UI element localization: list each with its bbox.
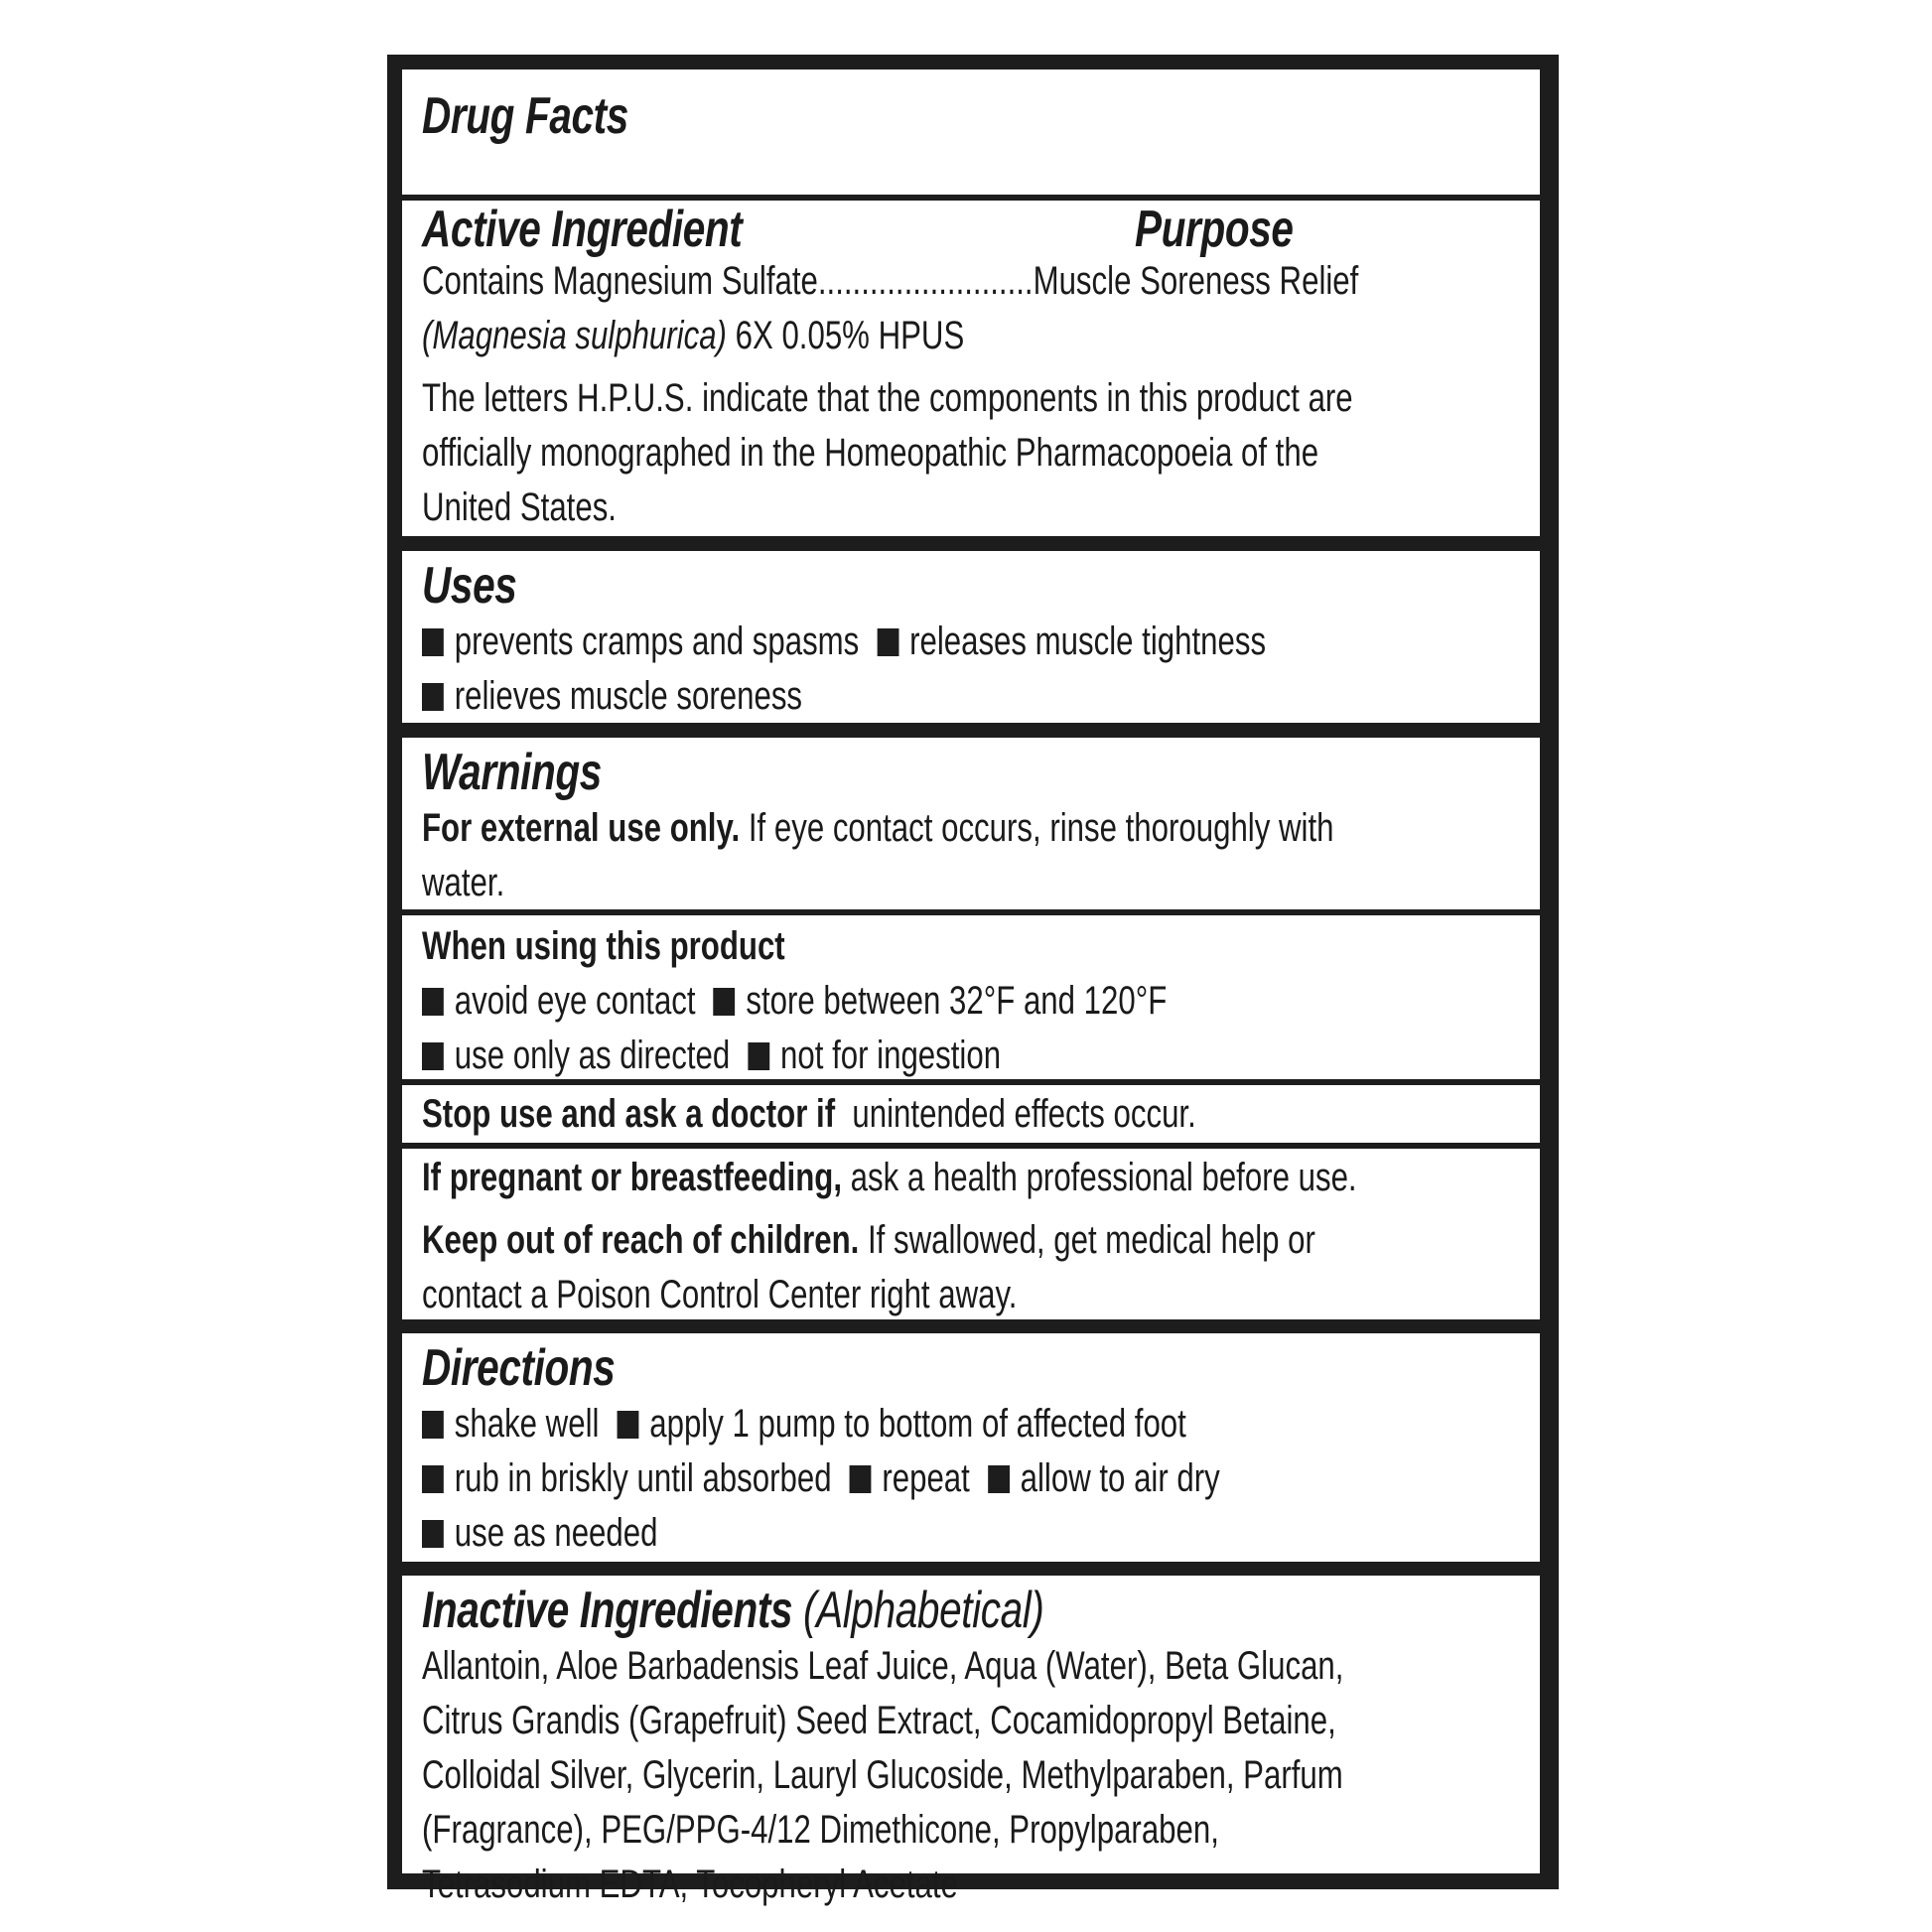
- active-ingredient-strength: 6X 0.05% HPUS: [726, 314, 965, 357]
- bullet-icon: [422, 1465, 444, 1493]
- list-item: relieves muscle soreness: [454, 674, 803, 718]
- title-section: [402, 69, 1540, 195]
- bullet-icon: [714, 988, 736, 1016]
- hpus-note-line: The letters H.P.U.S. indicate that the components in this product are: [422, 376, 1353, 420]
- list-item: use only as directed: [454, 1034, 731, 1077]
- directions-section: [402, 1333, 1540, 1562]
- inactive-ingredients-note: (Alphabetical): [792, 1582, 1044, 1639]
- stop-use-section: [402, 1085, 1540, 1143]
- uses-heading: Uses: [422, 557, 517, 615]
- page-title: Drug Facts: [422, 87, 628, 145]
- pregnant-label: If pregnant or breastfeeding,: [422, 1156, 842, 1199]
- list-item: allow to air dry: [1020, 1456, 1220, 1500]
- stop-use-label: Stop use and ask a doctor if: [422, 1092, 836, 1136]
- stop-use-text: unintended effects occur.: [835, 1092, 1196, 1136]
- inactive-ingredients-line: (Fragrance), PEG/PPG-4/12 Dimethicone, Propylparaben,: [422, 1808, 1219, 1852]
- inactive-ingredients-line: Tetrasodium EDTA, Tocopheryl Acetate: [422, 1863, 958, 1906]
- active-ingredient-heading: Active Ingredient: [422, 201, 743, 258]
- warnings-section: [402, 738, 1540, 909]
- list-item: avoid eye contact: [454, 979, 696, 1023]
- pregnancy-children-section: [402, 1149, 1540, 1319]
- list-item: not for ingestion: [780, 1034, 1002, 1077]
- bullet-icon: [850, 1465, 872, 1493]
- external-use-text-cont: water.: [422, 861, 505, 904]
- bullet-icon: [422, 628, 444, 656]
- external-use-text: If eye contact occurs, rinse thoroughly with: [740, 806, 1334, 850]
- bullet-icon: [988, 1465, 1010, 1493]
- when-using-section: [402, 915, 1540, 1079]
- external-use-label: For external use only.: [422, 806, 741, 850]
- bullet-icon: [422, 1411, 444, 1439]
- children-text-cont: contact a Poison Control Center right away.: [422, 1273, 1018, 1316]
- list-item: store between 32°F and 120°F: [746, 979, 1168, 1023]
- bullet-icon: [877, 628, 898, 656]
- list-item: repeat: [882, 1456, 970, 1500]
- hpus-note-line: United States.: [422, 485, 617, 529]
- list-item: prevents cramps and spasms: [454, 620, 860, 663]
- inactive-ingredients-line: Allantoin, Aloe Barbadensis Leaf Juice, Aqua (Water), Beta Glucan,: [422, 1644, 1344, 1688]
- directions-heading: Directions: [422, 1339, 616, 1397]
- when-using-heading: When using this product: [422, 924, 785, 968]
- drug-facts-panel: [387, 55, 1559, 1906]
- inactive-ingredients-line: Citrus Grandis (Grapefruit) Seed Extract, Cocamidopropyl Betaine,: [422, 1699, 1336, 1742]
- bullet-icon: [422, 1520, 444, 1548]
- children-label: Keep out of reach of children.: [422, 1218, 860, 1262]
- active-ingredient-section: [402, 201, 1540, 536]
- bullet-icon: [617, 1411, 638, 1439]
- list-item: use as needed: [454, 1511, 658, 1555]
- inactive-ingredients-line: Colloidal Silver, Glycerin, Lauryl Glucoside, Methylparaben, Parfum: [422, 1753, 1343, 1797]
- purpose-heading: Purpose: [1135, 201, 1294, 258]
- pregnant-text: ask a health professional before use.: [841, 1156, 1357, 1199]
- hpus-note-line: officially monographed in the Homeopathic Pharmacopoeia of the: [422, 431, 1319, 475]
- active-ingredient-line: Contains Magnesium Sulfate.........................Muscle Soreness Relief: [422, 259, 1359, 303]
- children-text: If swallowed, get medical help or: [859, 1218, 1315, 1262]
- bullet-icon: [422, 1042, 444, 1070]
- list-item: apply 1 pump to bottom of affected foot: [649, 1402, 1186, 1446]
- warnings-heading: Warnings: [422, 744, 602, 801]
- bullet-icon: [748, 1042, 769, 1070]
- inactive-ingredients-heading: Inactive Ingredients: [422, 1582, 793, 1639]
- bullet-icon: [422, 988, 444, 1016]
- uses-section: [402, 551, 1540, 723]
- inactive-ingredients-section: [402, 1576, 1540, 1906]
- list-item: shake well: [454, 1402, 600, 1446]
- bullet-icon: [422, 683, 444, 711]
- active-ingredient-latin: (Magnesia sulphurica): [422, 314, 727, 357]
- list-item: rub in briskly until absorbed: [454, 1456, 832, 1500]
- list-item: releases muscle tightness: [909, 620, 1267, 663]
